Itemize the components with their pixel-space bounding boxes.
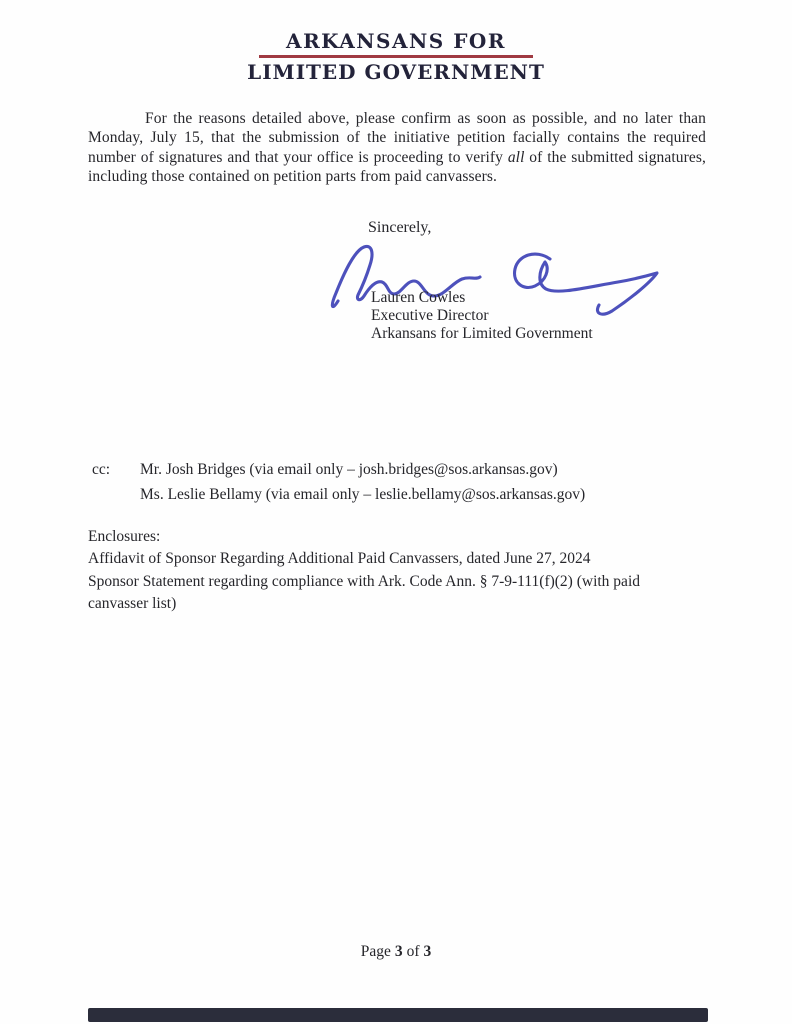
signer-org: Arkansans for Limited Government	[371, 325, 593, 343]
signature-block	[371, 289, 593, 344]
enclosures-label: Enclosures:	[88, 528, 161, 545]
letterhead-line2: LIMITED GOVERNMENT	[247, 60, 545, 84]
enclosure-item: Affidavit of Sponsor Regarding Additional Paid Canvassers, dated June 27, 2024	[88, 550, 591, 568]
body-italic-word: all	[507, 148, 525, 166]
cc-label: cc:	[92, 461, 111, 478]
body-text-before: For the reasons detailed above, please confirm as soon as possible, and no later than Monday, July 15, that the submission of the initiative petition facially contains the required number of signatures and that your office is proceeding to verify	[88, 110, 706, 166]
signer-title: Executive Director	[371, 307, 489, 325]
cc-entry: Ms. Leslie Bellamy (via email only – leslie.bellamy@sos.arkansas.gov)	[140, 485, 586, 503]
signer-name: Lauren Cowles	[371, 289, 466, 306]
footer-current-page: 3	[394, 943, 403, 960]
valediction: Sincerely,	[368, 219, 432, 236]
body-paragraph	[88, 109, 706, 187]
footer-word-page: Page	[360, 943, 391, 960]
cc-entries	[140, 458, 585, 507]
cc-entry: Mr. Josh Bridges (via email only – josh.bridges@sos.arkansas.gov)	[140, 461, 558, 478]
enclosure-item: Sponsor Statement regarding compliance with Ark. Code Ann. § 7-9-111(f)(2) (with paid canvasser list)	[88, 572, 640, 613]
page-footer	[0, 943, 792, 961]
letterhead-rule	[259, 55, 533, 58]
cc-section	[92, 458, 585, 507]
scan-artifact-bar	[88, 1008, 708, 1022]
enclosures-section	[88, 526, 688, 616]
letterhead	[0, 29, 792, 84]
letterhead-line1: ARKANSANS FOR	[286, 29, 506, 53]
footer-word-of: of	[406, 943, 420, 960]
body-text-after: of the submitted signatures, including those contained on petition parts from paid canvassers.	[88, 148, 706, 186]
footer-total-pages: 3	[423, 943, 432, 960]
